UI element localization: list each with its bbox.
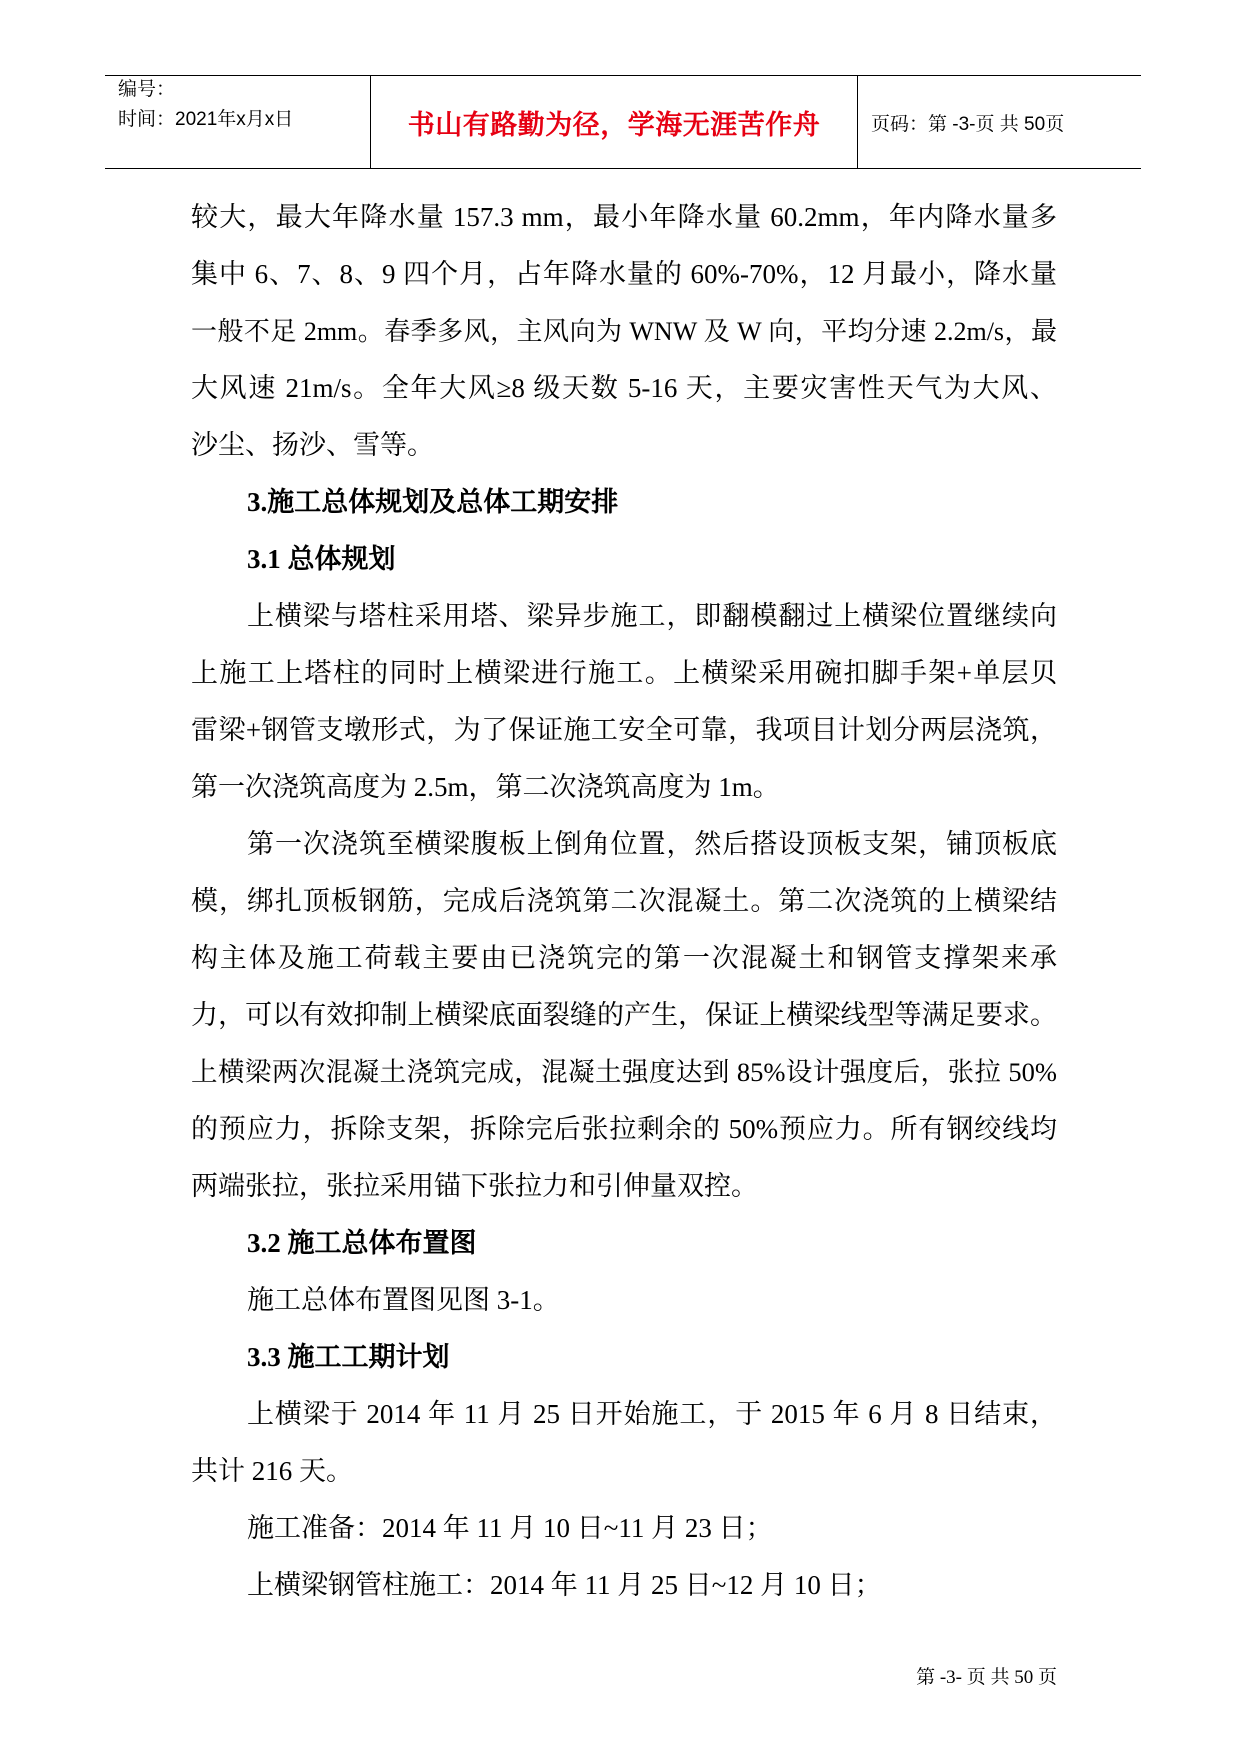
text-line: 共计 216 天。: [191, 1456, 353, 1486]
text-line: 上横梁两次混凝土浇筑完成，混凝土强度达到 85%设计强度后，张拉 50%: [191, 1057, 1057, 1087]
document-body: [191, 189, 1057, 1614]
text-line: 上施工上塔柱的同时上横梁进行施工。上横梁采用碗扣脚手架+单层贝: [191, 658, 1057, 688]
text-line: 一般不足 2mm。春季多风，主风向为 WNW 及 W 向，平均分速 2.2m/s，最: [191, 317, 1057, 346]
text-line: 两端张拉，张拉采用锚下张拉力和引伸量双控。: [191, 1171, 758, 1201]
text-line: 施工总体布置图见图 3-1。: [247, 1285, 560, 1315]
schedule-paragraph: [191, 1386, 1057, 1500]
section-3-heading: 3.施工总体规划及总体工期安排: [247, 487, 619, 517]
text-line: 力，可以有效抑制上横梁底面裂缝的产生，保证上横梁线型等满足要求。: [191, 1000, 1057, 1030]
text-line: 第一次浇筑高度为 2.5m，第二次浇筑高度为 1m。: [191, 772, 780, 802]
text-line: 上横梁与塔柱采用塔、梁异步施工，即翻模翻过上横梁位置继续向: [247, 601, 1057, 631]
time-label: 时间：2021年x月x日: [118, 109, 294, 130]
schedule-item: 上横梁钢管柱施工：2014 年 11 月 25 日~12 月 10 日；: [247, 1570, 882, 1600]
page-header: [105, 75, 1141, 169]
text-line: 构主体及施工荷载主要由已浇筑完的第一次混凝土和钢管支撑架来承: [191, 943, 1057, 973]
text-line: 沙尘、扬沙、雪等。: [191, 430, 434, 460]
text-line: 上横梁于 2014 年 11 月 25 日开始施工，于 2015 年 6 月 8 日结束，: [247, 1399, 1057, 1429]
schedule-list: [191, 1500, 1057, 1614]
header-meta-cell: [105, 76, 371, 168]
schedule-item: 施工准备：2014 年 11 月 10 日~11 月 23 日；: [247, 1513, 773, 1543]
section-3-1-heading: 3.1 总体规划: [247, 544, 396, 574]
section-3-3-heading: 3.3 施工工期计划: [247, 1342, 450, 1372]
climate-paragraph: [191, 189, 1057, 474]
text-line: 较大，最大年降水量 157.3 mm，最小年降水量 60.2mm，年内降水量多: [191, 202, 1057, 232]
text-line: 模，绑扎顶板钢筋，完成后浇筑第二次混凝土。第二次浇筑的上横梁结: [191, 886, 1057, 916]
plan-paragraph-2: [191, 816, 1057, 1215]
section-3-2-heading: 3.2 施工总体布置图: [247, 1228, 477, 1258]
header-motto: 书山有路勤为径，学海无涯苦作舟: [407, 109, 821, 140]
plan-paragraph-1: [191, 588, 1057, 816]
serial-number-label: 编号：: [118, 79, 176, 100]
text-line: 雷梁+钢管支墩形式，为了保证施工安全可靠，我项目计划分两层浇筑，: [191, 715, 1057, 745]
page-footer: 第 -3- 页 共 50 页: [916, 1667, 1057, 1688]
text-line: 集中 6、7、8、9 四个月，占年降水量的 60%-70%，12 月最小，降水量: [191, 259, 1057, 289]
text-line: 的预应力，拆除支架，拆除完后张拉剩余的 50%预应力。所有钢绞线均: [191, 1114, 1057, 1144]
header-page-info: 页码：第 -3-页 共 50页: [871, 113, 1065, 135]
header-motto-cell: [371, 76, 858, 168]
text-line: 大风速 21m/s。全年大风≥8 级天数 5-16 天，主要灾害性天气为大风、: [191, 373, 1057, 403]
layout-paragraph: [191, 1272, 1057, 1329]
text-line: 第一次浇筑至横梁腹板上倒角位置，然后搭设顶板支架，铺顶板底: [247, 829, 1057, 859]
